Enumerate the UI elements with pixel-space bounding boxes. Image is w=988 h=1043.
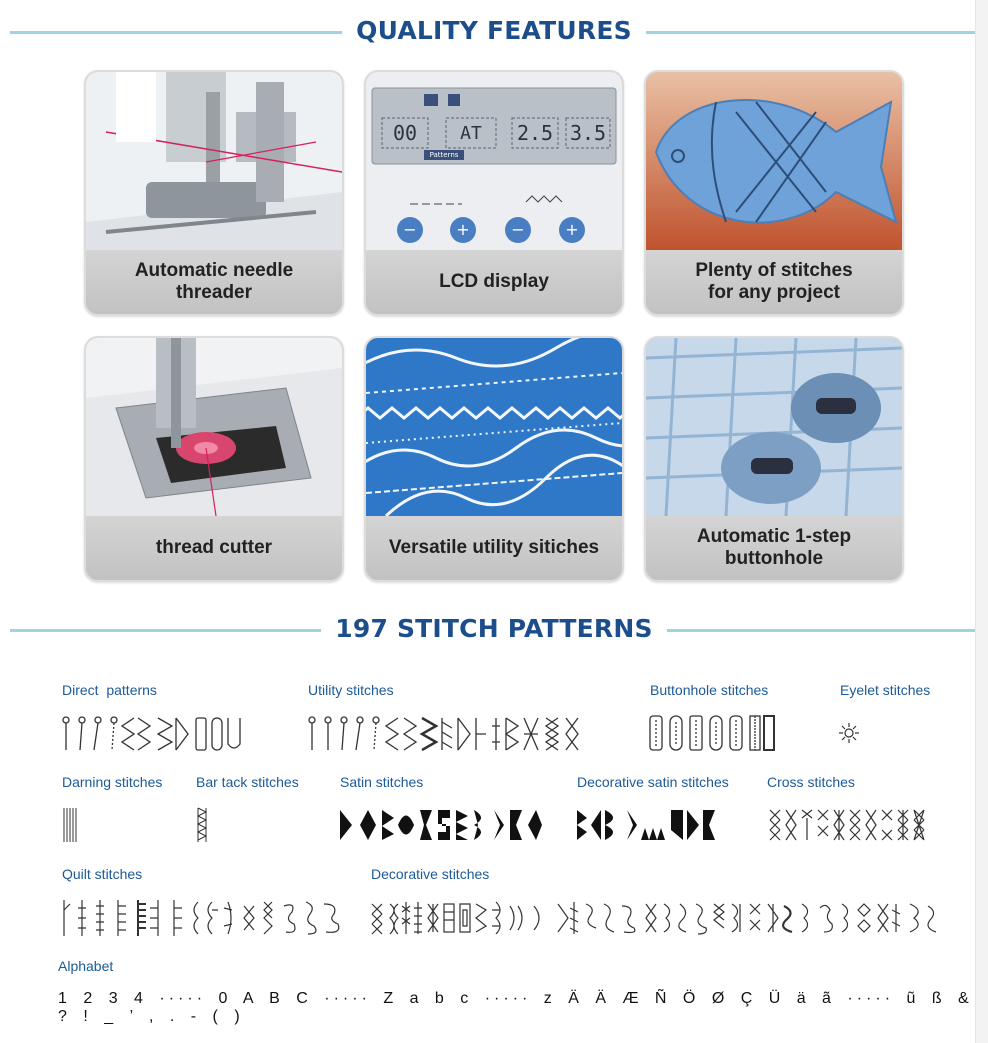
utility-stitches-icon xyxy=(306,714,596,752)
heading-divider-right xyxy=(645,31,975,34)
feature-card-needle-threader xyxy=(84,70,344,316)
group-label-direct-patterns: Direct patterns xyxy=(62,682,157,698)
feature-card-utility-stitches xyxy=(364,336,624,582)
feature-caption: Versatile utility sitiches xyxy=(366,516,622,580)
feature-card-thread-cutter xyxy=(84,336,344,582)
heading-divider-left xyxy=(10,629,342,632)
alphabet-row: 1 2 3 4 ····· 0 A B C ····· Z a b c ····· z Ä Ä Æ Ñ Ö Ø Ç Ü ä ã ····· ũ ß & ? ! _ ’ , . - ( ) xyxy=(58,990,973,1025)
group-label-utility-stitches: Utility stitches xyxy=(308,682,394,698)
buttonhole-photo xyxy=(646,338,902,516)
lcd-stitch-width: 3.5 xyxy=(569,121,607,145)
needle-threader-photo xyxy=(86,72,342,250)
page-edge xyxy=(975,0,988,1043)
group-label-darning-stitches: Darning stitches xyxy=(62,774,163,790)
cross-stitches-icon xyxy=(768,806,938,844)
quality-features-heading xyxy=(0,16,988,45)
page-title: QUALITY FEATURES xyxy=(342,16,646,45)
section-title: 197 STITCH PATTERNS xyxy=(321,614,666,643)
quilt-stitches-icon xyxy=(58,898,344,938)
feature-caption: Automatic 1-step buttonhole xyxy=(646,516,902,580)
lcd-stitch-length: 2.5 xyxy=(516,121,554,145)
direct-patterns-icon xyxy=(60,714,250,752)
svg-text:−: − xyxy=(511,220,525,239)
decorative-satin-stitches-icon xyxy=(575,806,727,844)
bar-tack-stitch-icon xyxy=(196,806,208,844)
feature-card-stitches xyxy=(644,70,904,316)
heading-divider-right xyxy=(645,629,975,632)
feature-caption: thread cutter xyxy=(86,516,342,580)
decorative-stitches-icon xyxy=(368,898,940,938)
thread-cutter-photo xyxy=(86,338,342,516)
group-label-quilt-stitches: Quilt stitches xyxy=(62,866,143,882)
group-label-decorative-stitches: Decorative stitches xyxy=(371,866,490,882)
darning-stitch-icon xyxy=(62,806,78,844)
group-label-bar-tack-stitches: Bar tack stitches xyxy=(196,774,299,790)
svg-text:+: + xyxy=(565,220,579,239)
group-label-decorative-satin-stitches: Decorative satin stitches xyxy=(577,774,729,790)
group-label-alphabet: Alphabet xyxy=(58,958,114,974)
group-label-cross-stitches: Cross stitches xyxy=(767,774,855,790)
feature-caption: Plenty of stitches for any project xyxy=(646,250,902,314)
utility-stitches-photo xyxy=(366,338,622,516)
svg-text:+: + xyxy=(456,220,470,239)
feature-caption: Automatic needle threader xyxy=(86,250,342,314)
group-label-eyelet-stitches: Eyelet stitches xyxy=(840,682,931,698)
lcd-display-photo xyxy=(366,72,622,250)
eyelet-stitch-icon xyxy=(838,722,860,744)
buttonhole-stitches-icon xyxy=(648,714,780,752)
stitch-patterns-heading xyxy=(0,614,988,643)
group-label-satin-stitches: Satin stitches xyxy=(340,774,424,790)
embroidered-fish-photo xyxy=(646,72,902,250)
feature-card-buttonhole xyxy=(644,336,904,582)
group-label-buttonhole-stitches: Buttonhole stitches xyxy=(650,682,769,698)
lcd-stitch-number: 00 xyxy=(392,121,418,145)
heading-divider-left xyxy=(10,31,342,34)
lcd-mode-indicator: AT xyxy=(460,122,482,144)
satin-stitches-icon xyxy=(338,806,544,844)
feature-caption: LCD display xyxy=(366,250,622,314)
lcd-patterns-label: Patterns xyxy=(429,151,459,159)
feature-card-lcd-display xyxy=(364,70,624,316)
svg-text:−: − xyxy=(403,220,417,239)
